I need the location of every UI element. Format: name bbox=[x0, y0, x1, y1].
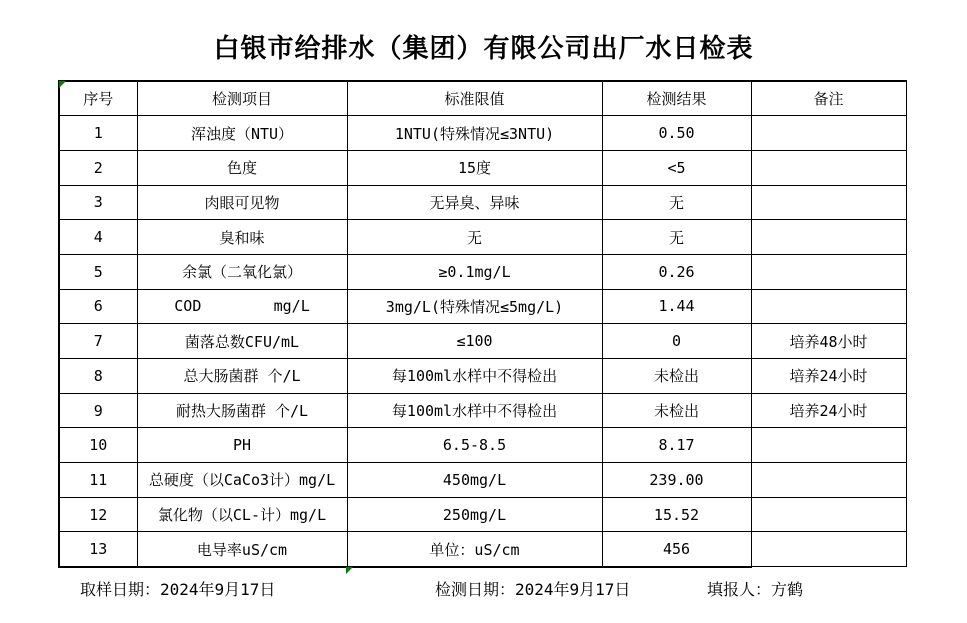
table-row bbox=[59, 116, 906, 151]
cell-error-indicator-icon bbox=[346, 567, 353, 574]
table-row bbox=[59, 289, 906, 324]
cell-result: 0 bbox=[602, 324, 751, 359]
cell-limit: 单位：uS/cm bbox=[347, 532, 602, 567]
table-row bbox=[59, 532, 906, 567]
cell-result: 1.44 bbox=[602, 289, 751, 324]
table-row bbox=[59, 428, 906, 463]
cell-limit: 15度 bbox=[347, 150, 602, 185]
column-header: 序号 bbox=[59, 81, 137, 116]
cell-remark bbox=[751, 289, 906, 324]
cell-remark: 培养48小时 bbox=[751, 324, 906, 359]
column-header: 检测项目 bbox=[137, 81, 347, 116]
cell-remark bbox=[751, 497, 906, 532]
cell-result: 15.52 bbox=[602, 497, 751, 532]
cell-no: 9 bbox=[59, 393, 137, 428]
cell-no: 7 bbox=[59, 324, 137, 359]
cell-no: 2 bbox=[59, 150, 137, 185]
inspection-table bbox=[58, 80, 907, 568]
table-row bbox=[59, 150, 906, 185]
cell-result: 无 bbox=[602, 220, 751, 255]
cell-limit: 无 bbox=[347, 220, 602, 255]
cell-no: 13 bbox=[59, 532, 137, 567]
cell-remark: 培养24小时 bbox=[751, 359, 906, 394]
cell-limit: 450mg/L bbox=[347, 463, 602, 498]
table-row bbox=[59, 220, 906, 255]
reporter-label: 填报人：方鹤 bbox=[707, 580, 804, 599]
table-row bbox=[59, 359, 906, 394]
cell-no: 1 bbox=[59, 116, 137, 151]
cell-item: 电导率uS/cm bbox=[137, 532, 347, 567]
cell-item: 臭和味 bbox=[137, 220, 347, 255]
cell-no: 5 bbox=[59, 254, 137, 289]
cell-result: 8.17 bbox=[602, 428, 751, 463]
cell-result: 未检出 bbox=[602, 359, 751, 394]
cell-remark bbox=[751, 463, 906, 498]
cell-result: 239.00 bbox=[602, 463, 751, 498]
table-row bbox=[59, 393, 906, 428]
cell-remark: 培养24小时 bbox=[751, 393, 906, 428]
column-header: 备注 bbox=[751, 81, 906, 116]
cell-item: 耐热大肠菌群 个/L bbox=[137, 393, 347, 428]
column-header: 标准限值 bbox=[347, 81, 602, 116]
cell-limit: 每100ml水样中不得检出 bbox=[347, 393, 602, 428]
cell-item: PH bbox=[137, 428, 347, 463]
table-row bbox=[59, 185, 906, 220]
cell-limit: ≤100 bbox=[347, 324, 602, 359]
cell-limit: 3mg/L(特殊情况≤5mg/L) bbox=[347, 289, 602, 324]
cell-result: <5 bbox=[602, 150, 751, 185]
cell-no: 3 bbox=[59, 185, 137, 220]
cell-limit: 6.5-8.5 bbox=[347, 428, 602, 463]
cell-remark bbox=[751, 428, 906, 463]
cell-item: 总硬度（以CaCo3计）mg/L bbox=[137, 463, 347, 498]
cell-remark bbox=[751, 532, 906, 567]
cell-result: 0.50 bbox=[602, 116, 751, 151]
test-date-label: 检测日期：2024年9月17日 bbox=[435, 580, 631, 599]
cell-item: 菌落总数CFU/mL bbox=[137, 324, 347, 359]
column-header: 检测结果 bbox=[602, 81, 751, 116]
cell-remark bbox=[751, 116, 906, 151]
cell-limit: 250mg/L bbox=[347, 497, 602, 532]
cell-no: 11 bbox=[59, 463, 137, 498]
sampling-date-label: 取样日期：2024年9月17日 bbox=[80, 580, 276, 599]
cell-result: 未检出 bbox=[602, 393, 751, 428]
cell-item: 总大肠菌群 个/L bbox=[137, 359, 347, 394]
cell-item: COD mg/L bbox=[137, 289, 347, 324]
table-header-row bbox=[59, 81, 906, 116]
cell-item: 肉眼可见物 bbox=[137, 185, 347, 220]
cell-limit: ≥0.1mg/L bbox=[347, 254, 602, 289]
table-row bbox=[59, 497, 906, 532]
cell-item: 氯化物（以CL-计）mg/L bbox=[137, 497, 347, 532]
cell-result: 0.26 bbox=[602, 254, 751, 289]
cell-item: 色度 bbox=[137, 150, 347, 185]
cell-remark bbox=[751, 185, 906, 220]
cell-limit: 1NTU(特殊情况≤3NTU) bbox=[347, 116, 602, 151]
cell-no: 10 bbox=[59, 428, 137, 463]
cell-no: 8 bbox=[59, 359, 137, 394]
cell-result: 456 bbox=[602, 532, 751, 567]
cell-no: 6 bbox=[59, 289, 137, 324]
cell-limit: 无异臭、异味 bbox=[347, 185, 602, 220]
cell-remark bbox=[751, 254, 906, 289]
table-row bbox=[59, 324, 906, 359]
table-row bbox=[59, 254, 906, 289]
table-row bbox=[59, 463, 906, 498]
cell-no: 4 bbox=[59, 220, 137, 255]
cell-item: 浑浊度（NTU） bbox=[137, 116, 347, 151]
cell-limit: 每100ml水样中不得检出 bbox=[347, 359, 602, 394]
cell-result: 无 bbox=[602, 185, 751, 220]
cell-item: 余氯（二氧化氯） bbox=[137, 254, 347, 289]
cell-no: 12 bbox=[59, 497, 137, 532]
cell-remark bbox=[751, 220, 906, 255]
page-title: 白银市给排水（集团）有限公司出厂水日检表 bbox=[213, 34, 754, 64]
cell-remark bbox=[751, 150, 906, 185]
